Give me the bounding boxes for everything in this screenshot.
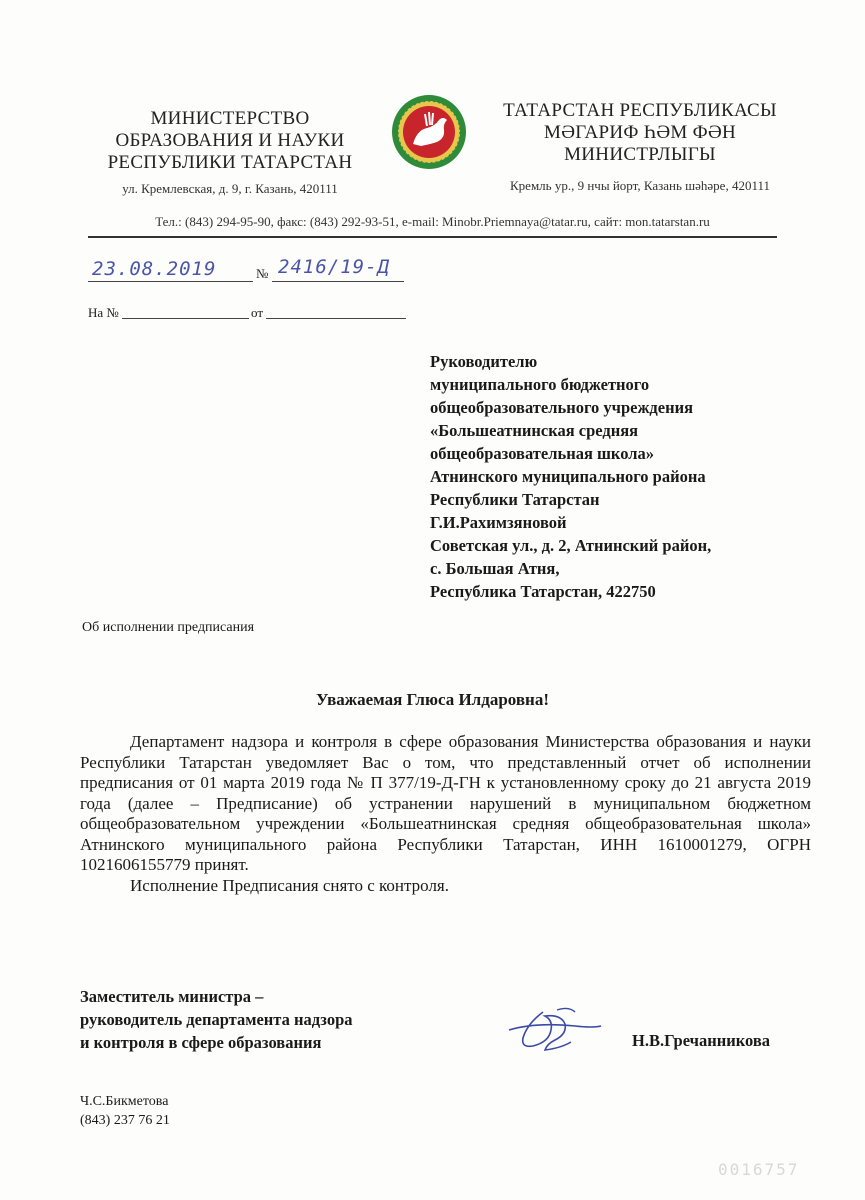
recipient-line: Г.И.Рахимзяновой — [430, 513, 567, 532]
contact-line: Тел.: (843) 294-95-90, факс: (843) 292-93-51, e-mail: Minobr.Priemnaya@tatar.ru, сайт: mon.tatarstan.ru — [155, 214, 710, 229]
date-underline — [88, 281, 253, 282]
executor-block — [80, 1092, 170, 1130]
ministry-title-line: ТАТАРСТАН РЕСПУБЛИКАСЫ — [503, 100, 777, 121]
number-label: № — [256, 266, 269, 281]
ministry-title-line: РЕСПУБЛИКИ ТАТАРСТАН — [107, 152, 353, 173]
letter-body — [80, 732, 811, 896]
executor-phone: (843) 237 76 21 — [80, 1113, 170, 1128]
recipient-line: Советская ул., д. 2, Атнинский район, — [430, 536, 712, 555]
reference-label: На № — [88, 305, 119, 320]
document-serial: 0016757 — [718, 1160, 800, 1179]
ministry-title-line: МИНИСТРЛЫГЫ — [564, 144, 716, 165]
recipient-line: муниципального бюджетного — [430, 375, 650, 394]
ministry-address-tt: Кремль ур., 9 нчы йорт, Казань шәһәре, 420111 — [510, 178, 770, 193]
ministry-title-line: МӘГАРИФ ҺӘМ ФӘН — [544, 122, 736, 143]
signer-position-line: руководитель департамента надзора — [80, 1010, 353, 1029]
ministry-title-tt — [480, 100, 800, 166]
recipient-line: общеобразовательного учреждения — [430, 398, 694, 417]
header-divider — [88, 236, 777, 238]
handwritten-signature — [505, 1004, 605, 1054]
recipient-line: Республики Татарстан — [430, 490, 600, 509]
recipient-block — [430, 350, 810, 603]
signer-position-line: Заместитель министра – — [80, 987, 264, 1006]
executor-name: Ч.С.Бикметова — [80, 1094, 169, 1109]
recipient-line: «Большеатнинская средняя — [430, 421, 639, 440]
ministry-title-line: МИНИСТЕРСТВО — [150, 108, 310, 129]
signer-position — [80, 985, 440, 1054]
ministry-address-ru: ул. Кремлевская, д. 9, г. Казань, 420111 — [122, 181, 338, 196]
registration-date: 23.08.2019 — [92, 258, 217, 280]
ministry-title-line: ОБРАЗОВАНИЯ И НАУКИ — [115, 130, 345, 151]
registration-number: 2416/19-Д — [278, 256, 390, 278]
signer-name: Н.В.Гречанникова — [632, 1031, 771, 1050]
recipient-line: с. Большая Атня, — [430, 559, 560, 578]
recipient-line: общеобразовательная школа» — [430, 444, 655, 463]
letter-subject: Об исполнении предписания — [82, 620, 255, 635]
greeting: Уважаемая Глюса Илдаровна! — [315, 690, 549, 709]
body-paragraph: Исполнение Предписания снято с контроля. — [130, 875, 449, 895]
from-underline — [266, 318, 406, 319]
from-label: от — [251, 305, 264, 320]
recipient-line: Республика Татарстан, 422750 — [430, 582, 656, 601]
tatarstan-emblem-icon — [391, 94, 467, 170]
body-paragraph: Департамент надзора и контроля в сфере образования Министерства образования и науки Республики Татарстан уведомляет Вас о том, что представленный отчет об исполнении предписания от 01 марта 2019 года № П 377/19-Д-ГН к установленному сроку до 21 августа 2019 года (далее – Предписание) об устранении нарушений в муниципальном бюджетном общеобразовательном учреждении «Большеатнинская средняя общеобразовательная школа» Атнинского муниципального района Республики Татарстан, ИНН 1610001279, ОГРН 1021606155779 принят. — [80, 732, 811, 874]
ministry-title-ru — [80, 108, 380, 174]
recipient-line: Руководителю — [430, 352, 538, 371]
reference-underline — [122, 318, 249, 319]
signer-position-line: и контроля в сфере образования — [80, 1033, 322, 1052]
recipient-line: Атнинского муниципального района — [430, 467, 706, 486]
number-underline — [272, 281, 404, 282]
